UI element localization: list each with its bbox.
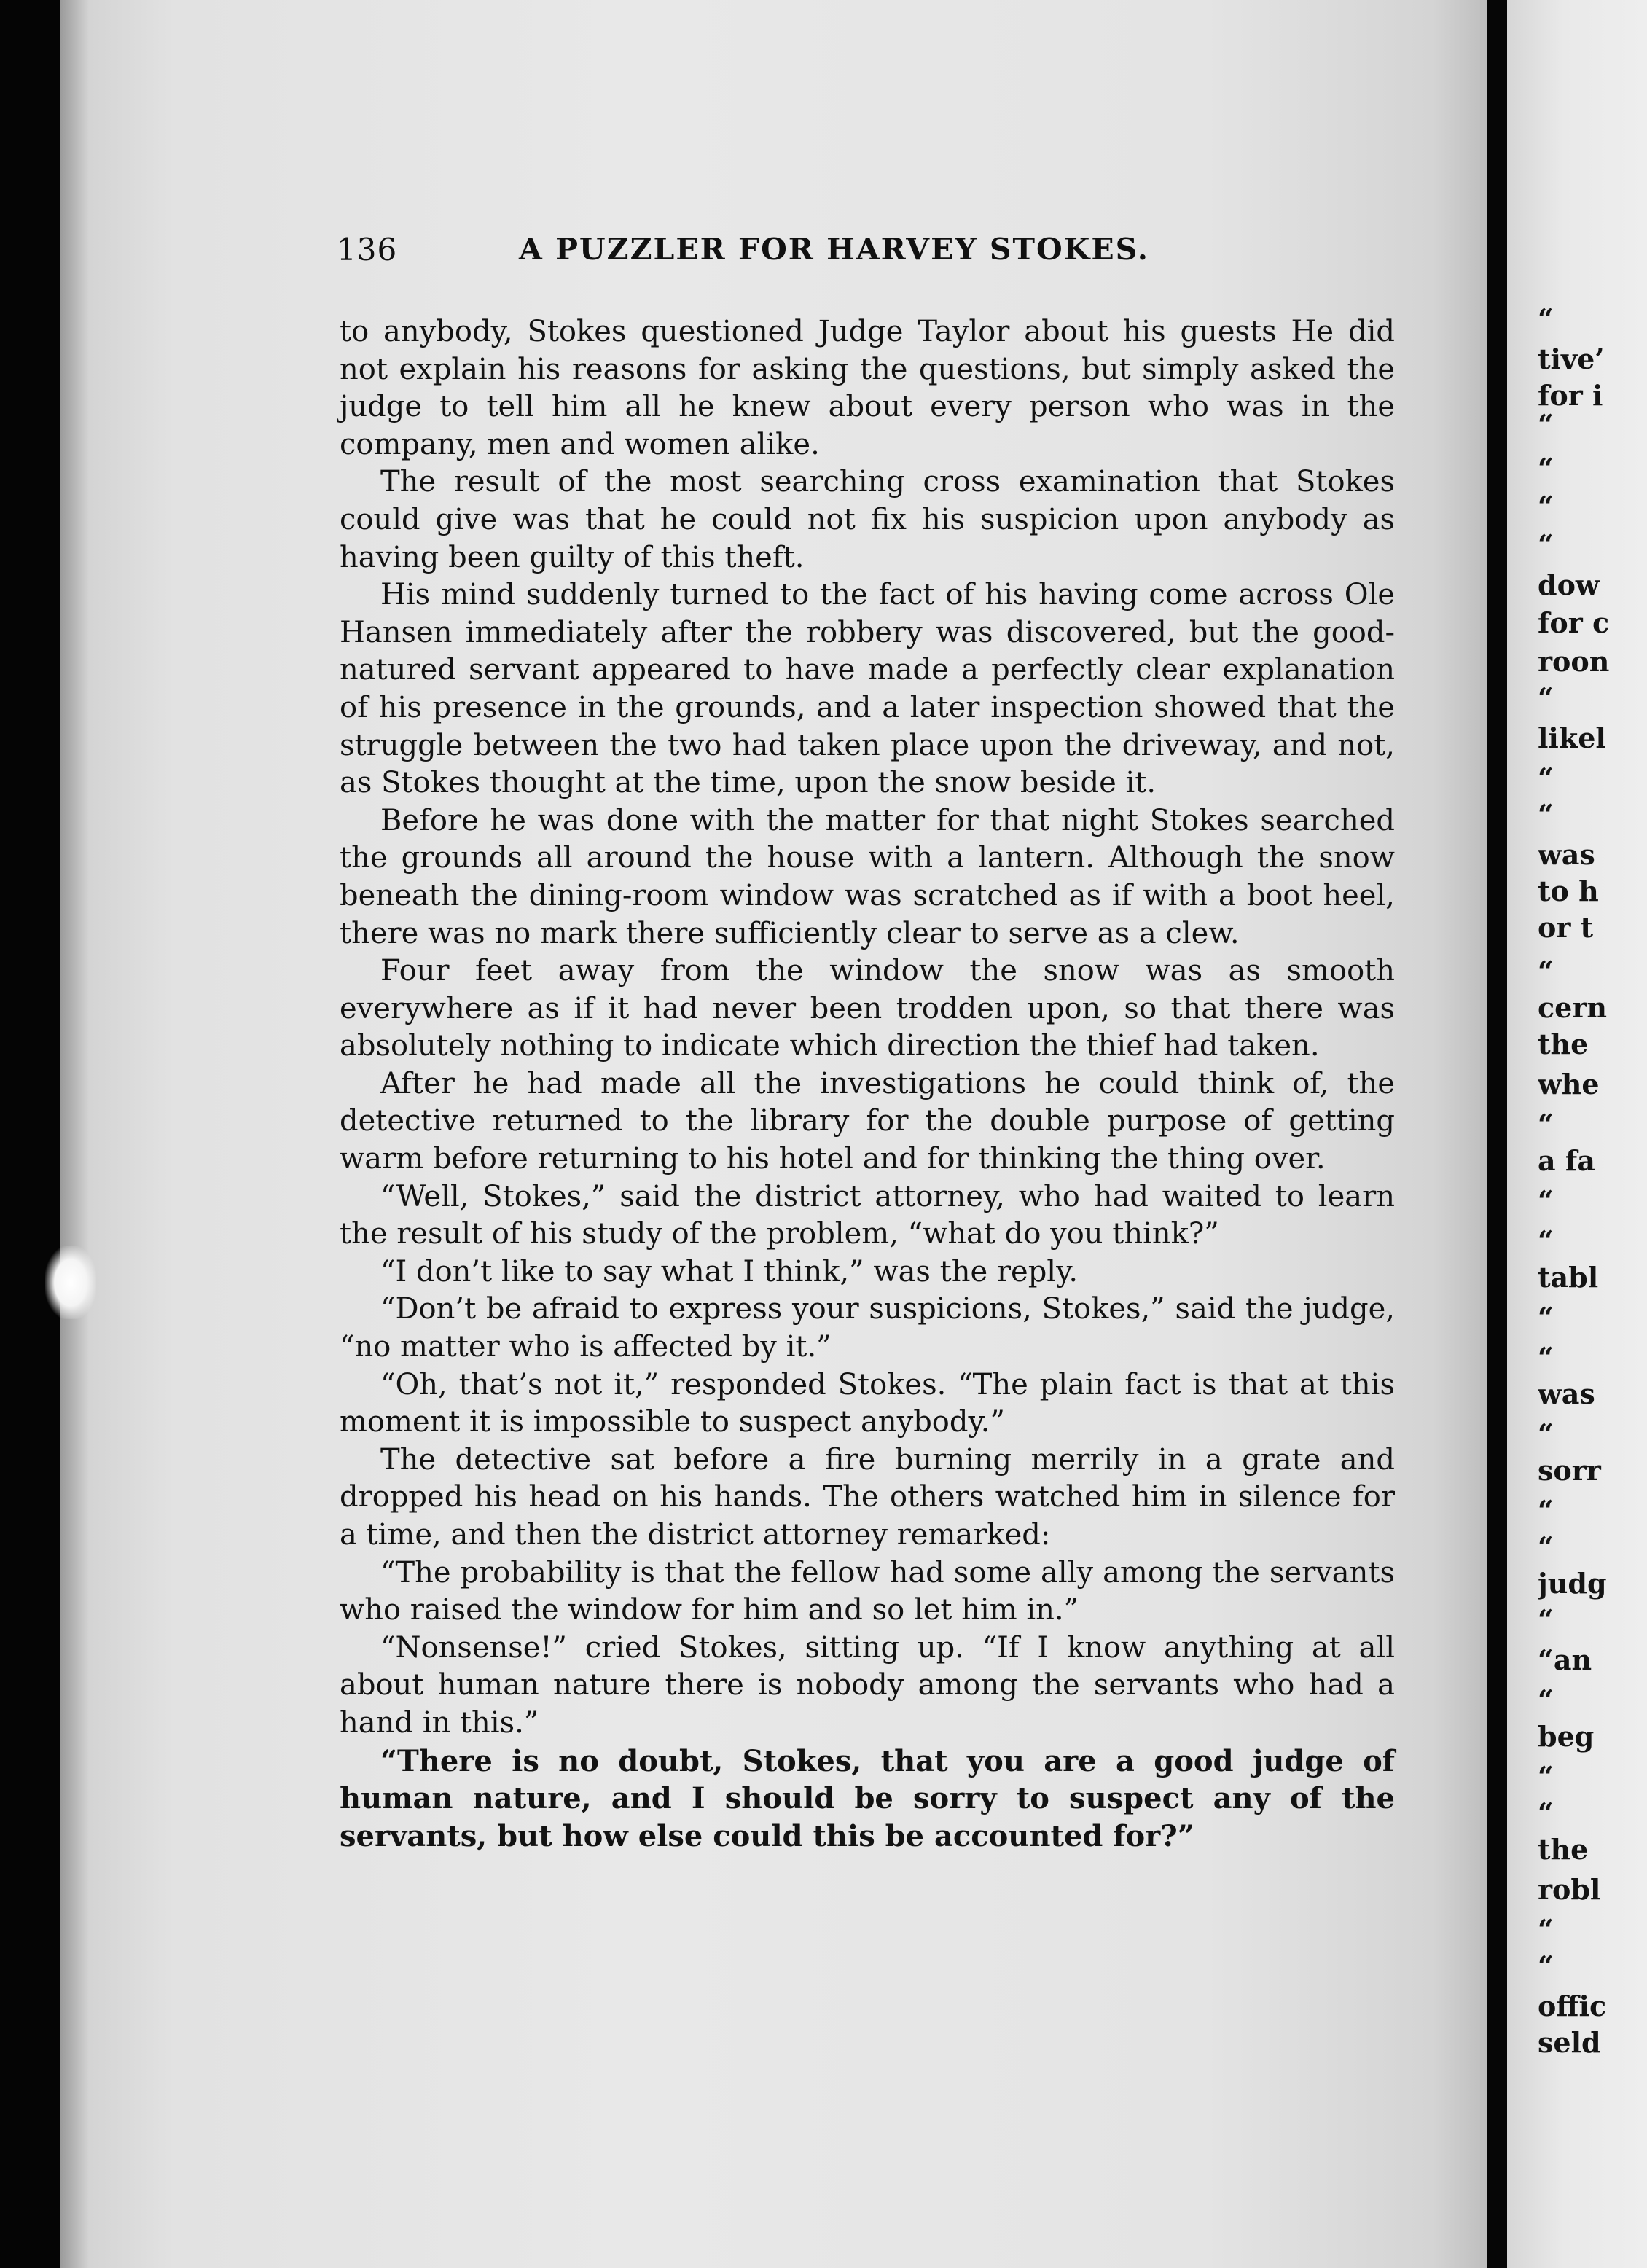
facing-page-line: “ <box>1538 1530 1554 1563</box>
facing-page-line: “ <box>1538 1684 1554 1716</box>
facing-page-line: for i <box>1538 379 1603 412</box>
facing-page-line: a fa <box>1538 1144 1595 1177</box>
paragraph: The detective sat before a fire burning merrily in a grate and dropped his head on his hands. The others watched him in silence for a time, and then the district attorney remarked: <box>340 1442 1395 1552</box>
facing-page-line: “ <box>1538 681 1554 714</box>
facing-page-line: “ <box>1538 1301 1554 1334</box>
dialogue-paragraph: “The probability is that the fellow had some ally among the servants who raised the window for him and so let him in.” <box>340 1555 1395 1627</box>
facing-page-line: “ <box>1538 408 1554 441</box>
facing-page-line: seld <box>1538 2026 1601 2059</box>
dialogue-paragraph: “Don’t be afraid to express your suspicions, Stokes,” said the judge, “no matter who is affected by it.” <box>340 1292 1395 1364</box>
paragraph: to anybody, Stokes questioned Judge Taylor about his guests He did not explain his reasons for asking the questions, but simply asked the judge to tell him all he knew about every person who was in the company, men and women alike. <box>340 315 1395 461</box>
facing-page-line: tive’ <box>1538 343 1605 375</box>
facing-page-line: roon <box>1538 645 1610 678</box>
facing-page-line: beg <box>1538 1720 1595 1753</box>
paragraph: After he had made all the investigations he could think of, the detective returned to the library for the double purpose of getting warm before returning to his hotel and for thinking the thing over. <box>340 1066 1395 1176</box>
facing-page-line: dow <box>1538 568 1600 601</box>
facing-page-line: tabl <box>1538 1261 1599 1294</box>
dialogue-paragraph: “Oh, that’s not it,” responded Stokes. “The plain fact is that at this moment it is impossible to suspect anybody.” <box>340 1367 1395 1439</box>
facing-page-line: “ <box>1538 452 1554 485</box>
facing-page-line: “ <box>1538 490 1554 523</box>
facing-page-line: “ <box>1538 798 1554 831</box>
paragraph: Four feet away from the window the snow was as smooth everywhere as if it had never been trodden upon, so that there was absolutely nothing to indicate which direction the thief had taken. <box>340 954 1395 1063</box>
paper-stain <box>45 1246 96 1319</box>
facing-page-line: “ <box>1538 1760 1554 1793</box>
facing-page-line: or t <box>1538 911 1594 944</box>
facing-page-line: robl <box>1538 1873 1601 1906</box>
facing-page-line: “ <box>1538 1494 1554 1527</box>
facing-page-line: “ <box>1538 1418 1554 1450</box>
facing-page-line: “ <box>1538 955 1554 988</box>
facing-page-line: “ <box>1538 1224 1554 1257</box>
facing-page-line: judg <box>1538 1567 1607 1600</box>
facing-page-line: “ <box>1538 1603 1554 1636</box>
facing-page-line: “ <box>1538 1108 1554 1141</box>
facing-page-line: offic <box>1538 1990 1607 2022</box>
facing-page-line: the <box>1538 1833 1589 1866</box>
dialogue-paragraph: “Well, Stokes,” said the district attorney, who had waited to learn the result of his study of the problem, “what do you think?” <box>340 1179 1395 1251</box>
page-number: 136 <box>337 232 398 267</box>
facing-page-line: “ <box>1538 762 1554 794</box>
paragraph: His mind suddenly turned to the fact of his having come across Ole Hansen immediately after the robbery was discovered, but the good-natured servant appeared to have made a perfectly clear explanation of his presence in the grounds, and a later inspection showed that the struggle between the two had taken place upon the driveway, and not, as Stokes thought at the time, upon the snow beside it. <box>340 578 1395 800</box>
page-edge-shadow <box>60 0 89 2268</box>
facing-page-line: was <box>1538 1377 1595 1410</box>
running-head <box>337 232 1208 275</box>
facing-page-line: “ <box>1538 1184 1554 1217</box>
facing-page-text <box>1538 0 1647 2268</box>
running-title: A PUZZLER FOR HARVEY STOKES. <box>519 232 1150 267</box>
facing-page-line: “ <box>1538 528 1554 561</box>
dialogue-paragraph: “Nonsense!” cried Stokes, sitting up. “If I know anything at all about human nature there is nobody among the servants who had a hand in this.” <box>340 1630 1395 1740</box>
facing-page-line: sorr <box>1538 1454 1601 1487</box>
facing-page-line: “an <box>1538 1643 1592 1676</box>
paragraph: The result of the most searching cross examination that Stokes could give was that he could not fix his suspicion upon anybody as having been guilty of this theft. <box>340 465 1395 574</box>
facing-page-line: the <box>1538 1028 1589 1060</box>
facing-page-line: “ <box>1538 1796 1554 1829</box>
book-spine-gutter <box>1487 0 1507 2268</box>
facing-page-line: for c <box>1538 606 1610 639</box>
body-text <box>340 313 1395 1855</box>
dialogue-paragraph: “There is no doubt, Stokes, that you are a good judge of human nature, and I should be sorry to suspect any of the servants, but how else could this be accounted for?” <box>340 1743 1395 1853</box>
dialogue-paragraph: “I don’t like to say what I think,” was the reply. <box>380 1254 1079 1289</box>
facing-page-line: “ <box>1538 1913 1554 1946</box>
facing-page-line: whe <box>1538 1068 1600 1100</box>
facing-page-line: likel <box>1538 722 1606 754</box>
facing-page-line: “ <box>1538 302 1554 335</box>
facing-page-line: to h <box>1538 875 1599 907</box>
facing-page-line: cern <box>1538 991 1607 1024</box>
facing-page-line: “ <box>1538 1950 1554 1982</box>
paragraph: Before he was done with the matter for that night Stokes searched the grounds all around the house with a lantern. Although the snow beneath the dining-room window was scratched as if with a boot heel, there was no mark there sufficiently clear to serve as a clew. <box>340 803 1395 950</box>
facing-page-line: “ <box>1538 1341 1554 1374</box>
facing-page-line: was <box>1538 838 1595 871</box>
